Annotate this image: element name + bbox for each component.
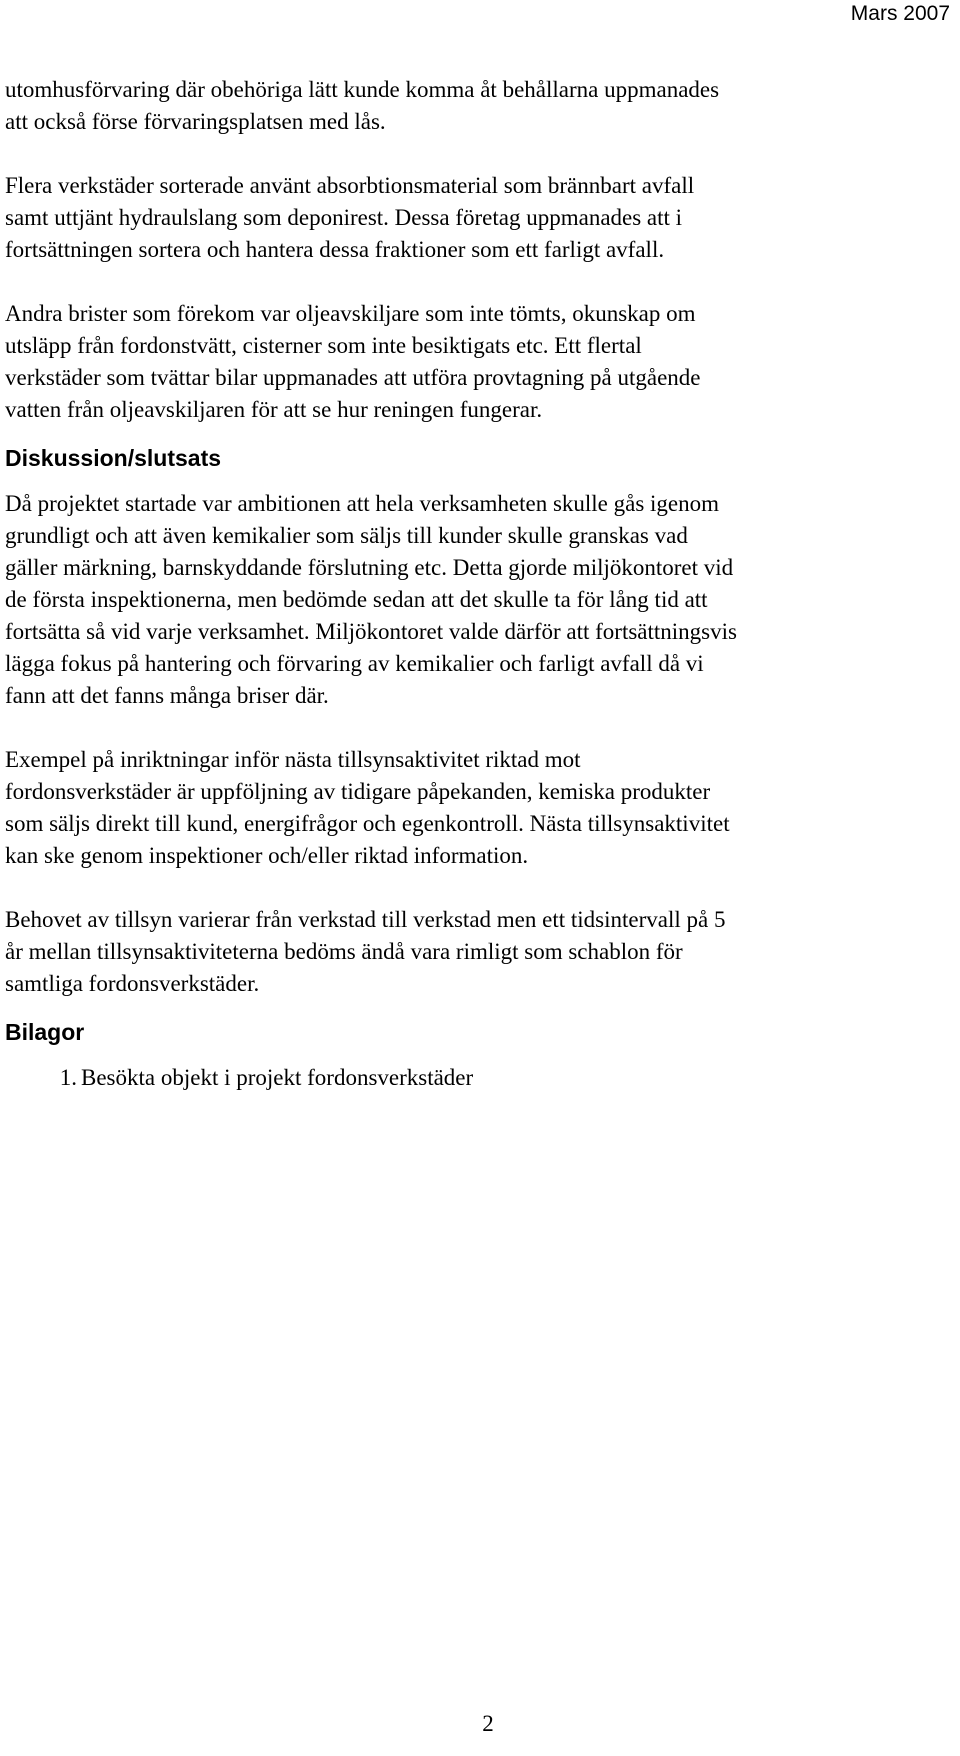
paragraph-storage: utomhusförvaring där obehöriga lätt kunde komma åt behållarna uppmanades att också förse förvaringsplatsen med lås. [5,77,720,134]
discussion-heading: Diskussion/slutsats [5,445,222,471]
header-date: Mars 2007 [850,2,950,25]
attachments-list [5,1062,955,1094]
paragraph-absorbent: Flera verkstäder sorterade använt absorbtionsmaterial som brännbart avfall samt uttjänt hydraulslang som deponirest. Dessa företag uppmanades att i fortsättningen sortera och hantera dessa fraktioner som ett farligt avfall. [5,173,695,262]
document-body [5,74,955,1094]
paragraph-next-activity: Exempel på inriktningar inför nästa tillsynsaktivitet riktad mot fordonsverkstäder är uppföljning av tidigare påpekanden, kemiska produkter som säljs direkt till kund, energifrågor och egenkontroll. Nästa tillsynsaktivitet kan ske genom inspektioner och/eller riktad information. [5,747,730,868]
attachment-text: Besökta objekt i projekt fordonsverkstäder [81,1065,474,1090]
attachment-item [5,1062,955,1094]
attachment-number: 1. [59,1065,77,1090]
paragraph-project-ambition: Då projektet startade var ambitionen att hela verksamheten skulle gås igenom grundligt och att även kemikalier som säljs till kunder skulle granskas vad gäller märkning, barnskyddande förslutning etc. Detta gjorde miljökontoret vid de första inspektionerna, men bedömde sedan att det skulle ta för lång tid att fortsätta så vid varje verksamhet. Miljökontoret valde därför att fortsättningsvis lägga fokus på hantering och förvaring av kemikalier och farligt avfall då vi fann att det fanns många briser där. [5,491,737,708]
attachments-heading: Bilagor [5,1019,85,1045]
paragraph-other-deficiencies: Andra brister som förekom var oljeavskiljare som inte tömts, okunskap om utsläpp från fordonstvätt, cisterner som inte besiktigats etc. Ett flertal verkstäder som tvättar bilar uppmanades att utföra provtagning på utgående vatten från oljeavskiljaren för att se hur reningen fungerar. [5,301,701,422]
paragraph-inspection-interval: Behovet av tillsyn varierar från verkstad till verkstad men ett tidsintervall på 5 år mellan tillsynsaktiviteterna bedöms ändå vara rimligt som schablon för samtliga fordonsverkstäder. [5,907,726,996]
page-number: 2 [482,1711,494,1736]
